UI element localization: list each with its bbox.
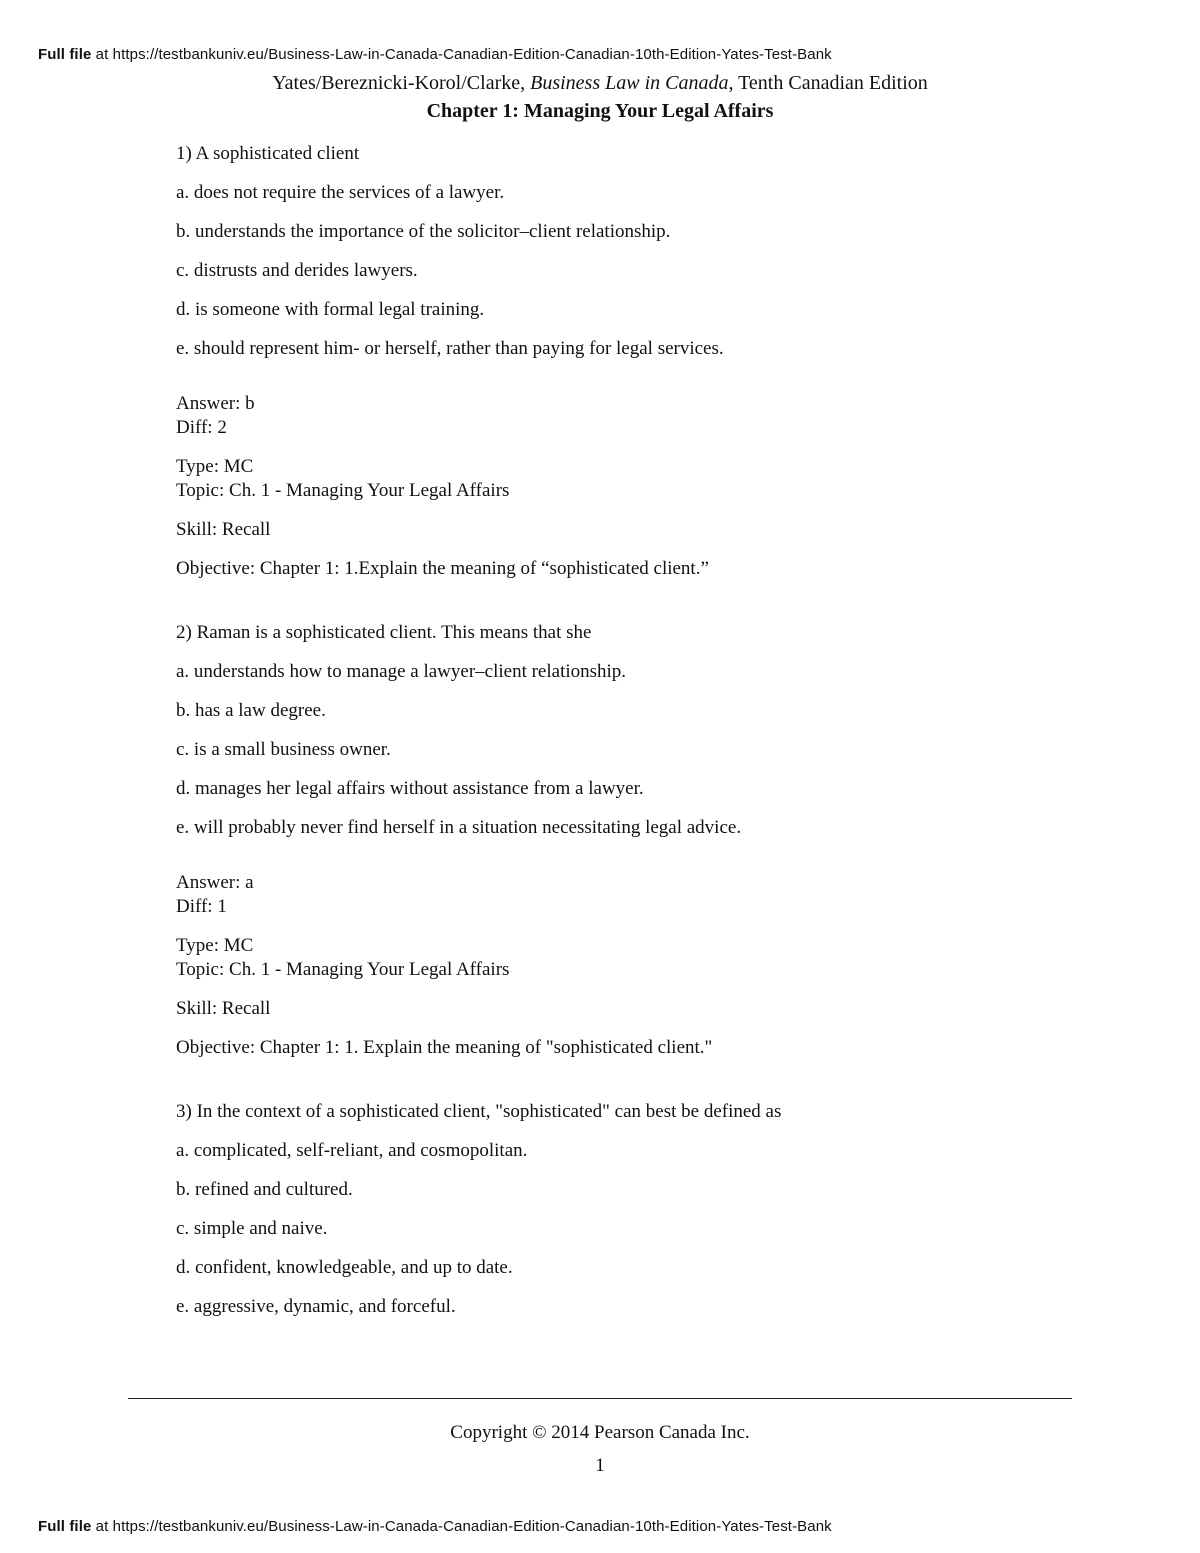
- answer: Answer: b: [176, 393, 255, 414]
- question-list: [176, 142, 1076, 1334]
- copyright: Copyright © 2014 Pearson Canada Inc.: [450, 1422, 750, 1443]
- page-number: 1: [595, 1455, 605, 1476]
- option-a: a. complicated, self-reliant, and cosmopolitan.: [176, 1140, 528, 1161]
- option-b: b. has a law degree.: [176, 700, 326, 721]
- objective: Objective: Chapter 1: 1.Explain the meaning of “sophisticated client.”: [176, 558, 709, 579]
- banner-lead: Full file: [38, 46, 92, 63]
- difficulty: Diff: 1: [176, 896, 227, 917]
- question-3: [176, 1100, 1076, 1319]
- option-c: c. distrusts and derides lawyers.: [176, 260, 418, 281]
- option-d: d. confident, knowledgeable, and up to date.: [176, 1257, 513, 1278]
- option-c: c. simple and naive.: [176, 1218, 328, 1239]
- skill: Skill: Recall: [176, 998, 271, 1019]
- option-b: b. refined and cultured.: [176, 1179, 353, 1200]
- question-stem: 1) A sophisticated client: [176, 143, 360, 164]
- banner-url[interactable]: at https://testbankuniv.eu/Business-Law-in-Canada-Canadian-Edition-Canadian-10th-Edition-Yates-Test-Bank: [91, 1518, 832, 1535]
- option-a: a. understands how to manage a lawyer–client relationship.: [176, 661, 627, 682]
- question-type: Type: MC: [176, 456, 254, 477]
- option-b: b. understands the importance of the solicitor–client relationship.: [176, 221, 671, 242]
- book-title: Business Law in Canada: [530, 72, 729, 94]
- book-title-line: [0, 72, 1200, 95]
- answer-block: [176, 871, 1076, 1060]
- question-type: Type: MC: [176, 935, 254, 956]
- download-banner-top[interactable]: [38, 46, 832, 63]
- option-a: a. does not require the services of a lawyer.: [176, 182, 505, 203]
- option-e: e. will probably never find herself in a situation necessitating legal advice.: [176, 817, 742, 838]
- option-e: e. aggressive, dynamic, and forceful.: [176, 1296, 456, 1317]
- topic: Topic: Ch. 1 - Managing Your Legal Affairs: [176, 480, 510, 501]
- option-e: e. should represent him- or herself, rather than paying for legal services.: [176, 338, 724, 359]
- option-d: d. manages her legal affairs without assistance from a lawyer.: [176, 778, 644, 799]
- answer: Answer: a: [176, 872, 254, 893]
- objective: Objective: Chapter 1: 1. Explain the meaning of "sophisticated client.": [176, 1037, 713, 1058]
- question-1: [176, 142, 1076, 581]
- download-banner-bottom[interactable]: [38, 1518, 832, 1535]
- option-d: d. is someone with formal legal training.: [176, 299, 485, 320]
- question-stem: 2) Raman is a sophisticated client. This means that she: [176, 622, 592, 643]
- answer-block: [176, 392, 1076, 581]
- book-edition: , Tenth Canadian Edition: [728, 72, 928, 94]
- question-2: [176, 621, 1076, 1060]
- skill: Skill: Recall: [176, 519, 271, 540]
- banner-url[interactable]: at https://testbankuniv.eu/Business-Law-in-Canada-Canadian-Edition-Canadian-10th-Edition-Yates-Test-Bank: [91, 46, 832, 63]
- chapter-title: Chapter 1: Managing Your Legal Affairs: [426, 100, 774, 122]
- option-c: c. is a small business owner.: [176, 739, 391, 760]
- footer-divider: [128, 1398, 1072, 1399]
- book-authors: Yates/Bereznicki-Korol/Clarke,: [272, 72, 531, 94]
- question-stem: 3) In the context of a sophisticated client, "sophisticated" can best be defined as: [176, 1101, 782, 1122]
- topic: Topic: Ch. 1 - Managing Your Legal Affairs: [176, 959, 510, 980]
- banner-lead: Full file: [38, 1518, 92, 1535]
- difficulty: Diff: 2: [176, 417, 227, 438]
